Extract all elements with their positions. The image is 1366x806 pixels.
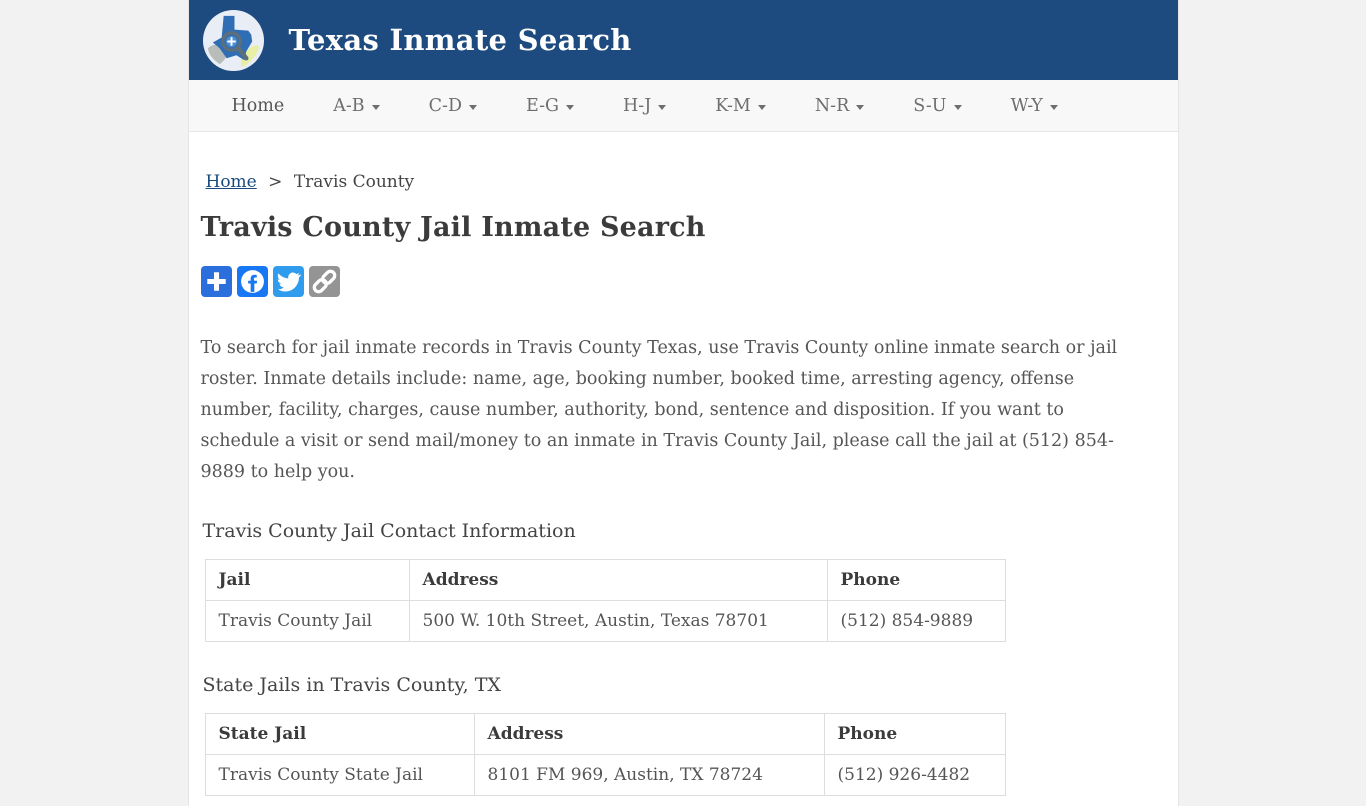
main-nav <box>189 80 1178 132</box>
nav-link-w-y[interactable]: W-Y <box>1010 95 1043 116</box>
facebook-button[interactable] <box>237 266 268 297</box>
nav-list <box>189 80 1178 131</box>
site-logo[interactable] <box>202 9 265 72</box>
breadcrumb-home-link[interactable]: Home <box>205 172 257 192</box>
breadcrumb-separator: > <box>268 172 283 192</box>
table-row <box>205 755 1005 796</box>
nav-item-e-g[interactable] <box>526 96 574 116</box>
link-chain-icon <box>309 266 340 297</box>
nav-item-w-y[interactable] <box>1011 96 1058 116</box>
breadcrumb <box>201 172 1166 192</box>
share-plus-icon <box>201 266 232 297</box>
info-table-1 <box>205 713 1006 796</box>
nav-link-k-m[interactable]: K-M <box>715 95 751 116</box>
column-header: State Jail <box>205 714 474 755</box>
table-cell: Travis County State Jail <box>205 755 474 796</box>
table-cell: (512) 926-4482 <box>824 755 1005 796</box>
nav-link-home[interactable]: Home <box>231 95 285 116</box>
column-header: Phone <box>824 714 1005 755</box>
copy-link-button[interactable] <box>309 266 340 297</box>
twitter-button[interactable] <box>273 266 304 297</box>
chevron-down-icon <box>372 105 380 110</box>
nav-link-s-u[interactable]: S-U <box>913 95 947 116</box>
nav-link-e-g[interactable]: E-G <box>526 95 560 116</box>
intro-paragraph: To search for jail inmate records in Travis County Texas, use Travis County online inmate search or jail roster. Inmate details include: name, age, booking number, booked time, arresting agency, offense number, facility, charges, cause number, authority, bond, sentence and disposition. If you want to schedule a visit or send mail/money to an inmate in Travis County Jail, please call the jail at (512) 854-9889 to help you. <box>200 338 1118 482</box>
table-cell: (512) 854-9889 <box>827 601 1005 642</box>
nav-item-s-u[interactable] <box>913 96 961 116</box>
chevron-down-icon <box>566 105 574 110</box>
nav-link-c-d[interactable]: C-D <box>428 95 463 116</box>
table-cell: 8101 FM 969, Austin, TX 78724 <box>474 755 824 796</box>
nav-item-k-m[interactable] <box>715 96 766 116</box>
section-1 <box>201 674 1166 796</box>
table-header-row <box>205 714 1005 755</box>
share-button[interactable] <box>201 266 232 297</box>
section-0 <box>201 520 1166 642</box>
section-heading: State Jails in Travis County, TX <box>202 674 501 696</box>
nav-link-n-r[interactable]: N-R <box>814 95 850 116</box>
chevron-down-icon <box>856 105 864 110</box>
nav-item-h-j[interactable] <box>623 96 666 116</box>
nav-item-a-b[interactable] <box>333 96 379 116</box>
table-cell: Travis County Jail <box>205 601 409 642</box>
table-cell: 500 W. 10th Street, Austin, Texas 78701 <box>409 601 827 642</box>
texas-map-magnifier-icon <box>202 9 265 72</box>
share-buttons-row <box>201 266 1166 297</box>
column-header: Phone <box>827 560 1005 601</box>
nav-link-h-j[interactable]: H-J <box>623 95 652 116</box>
breadcrumb-current: Travis County <box>293 172 415 192</box>
table-row <box>205 601 1005 642</box>
facebook-icon <box>237 266 268 297</box>
chevron-down-icon <box>1050 105 1058 110</box>
nav-item-c-d[interactable] <box>429 96 477 116</box>
page <box>188 0 1179 806</box>
page-title: Travis County Jail Inmate Search <box>200 212 706 243</box>
info-table-0 <box>205 559 1006 642</box>
site-title[interactable]: Texas Inmate Search <box>288 23 632 57</box>
column-header: Jail <box>205 560 409 601</box>
chevron-down-icon <box>758 105 766 110</box>
column-header: Address <box>474 714 824 755</box>
table-header-row <box>205 560 1005 601</box>
nav-item-home[interactable] <box>232 96 285 116</box>
nav-item-n-r[interactable] <box>815 96 864 116</box>
twitter-bird-icon <box>273 266 304 297</box>
site-header <box>189 0 1178 80</box>
nav-link-a-b[interactable]: A-B <box>333 95 365 116</box>
section-heading: Travis County Jail Contact Information <box>202 520 576 542</box>
content <box>189 132 1178 806</box>
chevron-down-icon <box>954 105 962 110</box>
chevron-down-icon <box>469 105 477 110</box>
sections <box>201 520 1166 796</box>
chevron-down-icon <box>658 105 666 110</box>
column-header: Address <box>409 560 827 601</box>
